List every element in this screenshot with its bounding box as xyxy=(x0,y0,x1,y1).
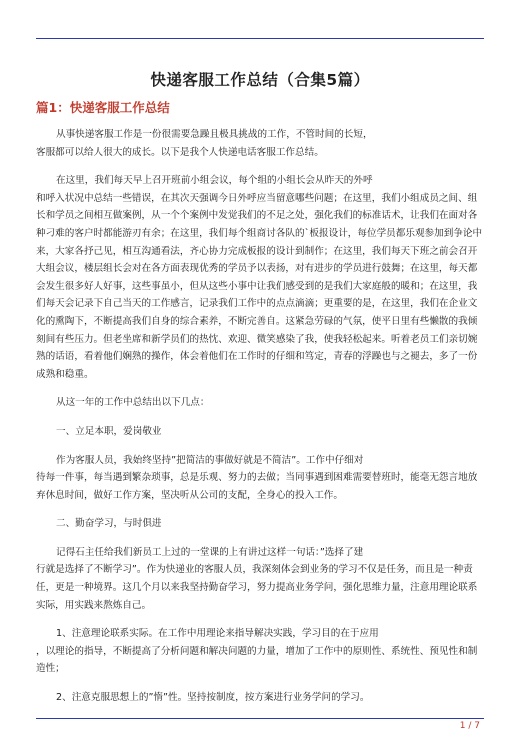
section-heading: 篇1：快递客服工作总结 xyxy=(36,100,170,115)
document-title: 快递客服工作总结（合集5篇） xyxy=(150,71,370,89)
subheading-2: 二、勤奋学习，与时俱进 xyxy=(56,518,162,530)
document-body xyxy=(36,126,484,707)
header-rule xyxy=(36,38,484,39)
paragraph-2a: 在这里，我们每天早上召开班前小组会议，每个组的小组长会从昨天的外呼 xyxy=(56,175,373,187)
paragraph-4b: 行就是选择了不断学习”。作为快递业的客服人员，我深刻体会到业务的学习不仅是任务，而且是一种责任，更是一种境界。这几个月以来我坚持勤奋学习，努力提高业务学问，强化思维力量，注意用理论联系实际，用实践来熬炼自己。 xyxy=(36,564,478,611)
paragraph-2b: 和呼入状况中总结一些错误，在其次天强调今日外呼应当留意哪些问题；在这里，我们小组成员之间、组长和学员之间相互做案例，从一个个案例中发觉我们的不足之处，强化我们的标准话术，让我们在面对各种刁难的客户时都能游刃有余；在这里，我们每个组商讨各队的`板报设计，每位学员都乐观参加到争论中来，大家各抒己见，相互沟通看法，齐心协力完成板报的设计到制作；在这里，我们每天下班之前会召开大组会议，楼层组长会对在各方面表现优秀的学员予以表扬，对有进步的学员进行鼓舞；在这里，每天都会发生很多好人好事，这些事虽小，但从这些小事中让我们感受到的是我们大家庭般的暖和；在这里，我们每天会记录下自己当天的工作感言，记录我们工作中的点点滴滴；更重要的是，在这里，我们在企业文化的熏陶下，不断提高我们自身的综合素养，不断完善自。这紧急劳碌的气氛，使平日里有些懒散的我倾刻间有些压力。但老坐席和新学员们的热忱、欢迎、微笑感染了我，使我轻松起来。听着老员工们亲切婉熟的话语，看着他们娴熟的操作，体会着他们在工作时的仔细和笃定，青春的浮躁也与之褪去，多了一份成熟和稳重。 xyxy=(36,192,483,380)
paragraph-4a: 记得石主任给我们新员工上过的一堂课的上有讲过这样一句话：”选择了建 xyxy=(56,546,364,558)
subheading-1: 一、立足本职，爱岗敬业 xyxy=(56,425,162,437)
paragraph-1b: 客服都可以给人很大的成长。以下是我个人快递电话客服工作总结。 xyxy=(36,146,324,158)
paragraph-1a: 从事快递客服工作是一份很需要急躁且极具挑战的工作，不管时间的长短， xyxy=(56,129,373,140)
paragraph-3a: 作为客服人员，我始终坚持”把简洁的事做好就是不简洁”。工作中仔细对 xyxy=(56,454,364,466)
paragraph-5a: 1、注意理论联系实际。在工作中用理论来指导解决实践，学习目的在于应用 xyxy=(56,628,379,640)
page-indicator: 1 / 7 xyxy=(459,721,480,731)
paragraph-summary-intro: 从这一年的工作中总结出以下几点： xyxy=(56,397,210,409)
footer-rule xyxy=(36,718,484,719)
paragraph-6: 2、注意克服思想上的”惰”性。坚持按制度，按方案进行业务学问的学习。 xyxy=(56,692,370,704)
paragraph-3b: 待每一件事，每当遇到繁杂琐事，总是乐观、努力的去做；当同事遇到困难需要替班时，能毫无怨言地放弃休息时间，做好工作方案，坚决听从公司的支配，全身心的投入工作。 xyxy=(36,472,478,501)
paragraph-5b: ，以理论的指导，不断提高了分析问题和解决问题的力量，增加了工作中的原则性、系统性、预见性和制造性； xyxy=(36,645,478,675)
